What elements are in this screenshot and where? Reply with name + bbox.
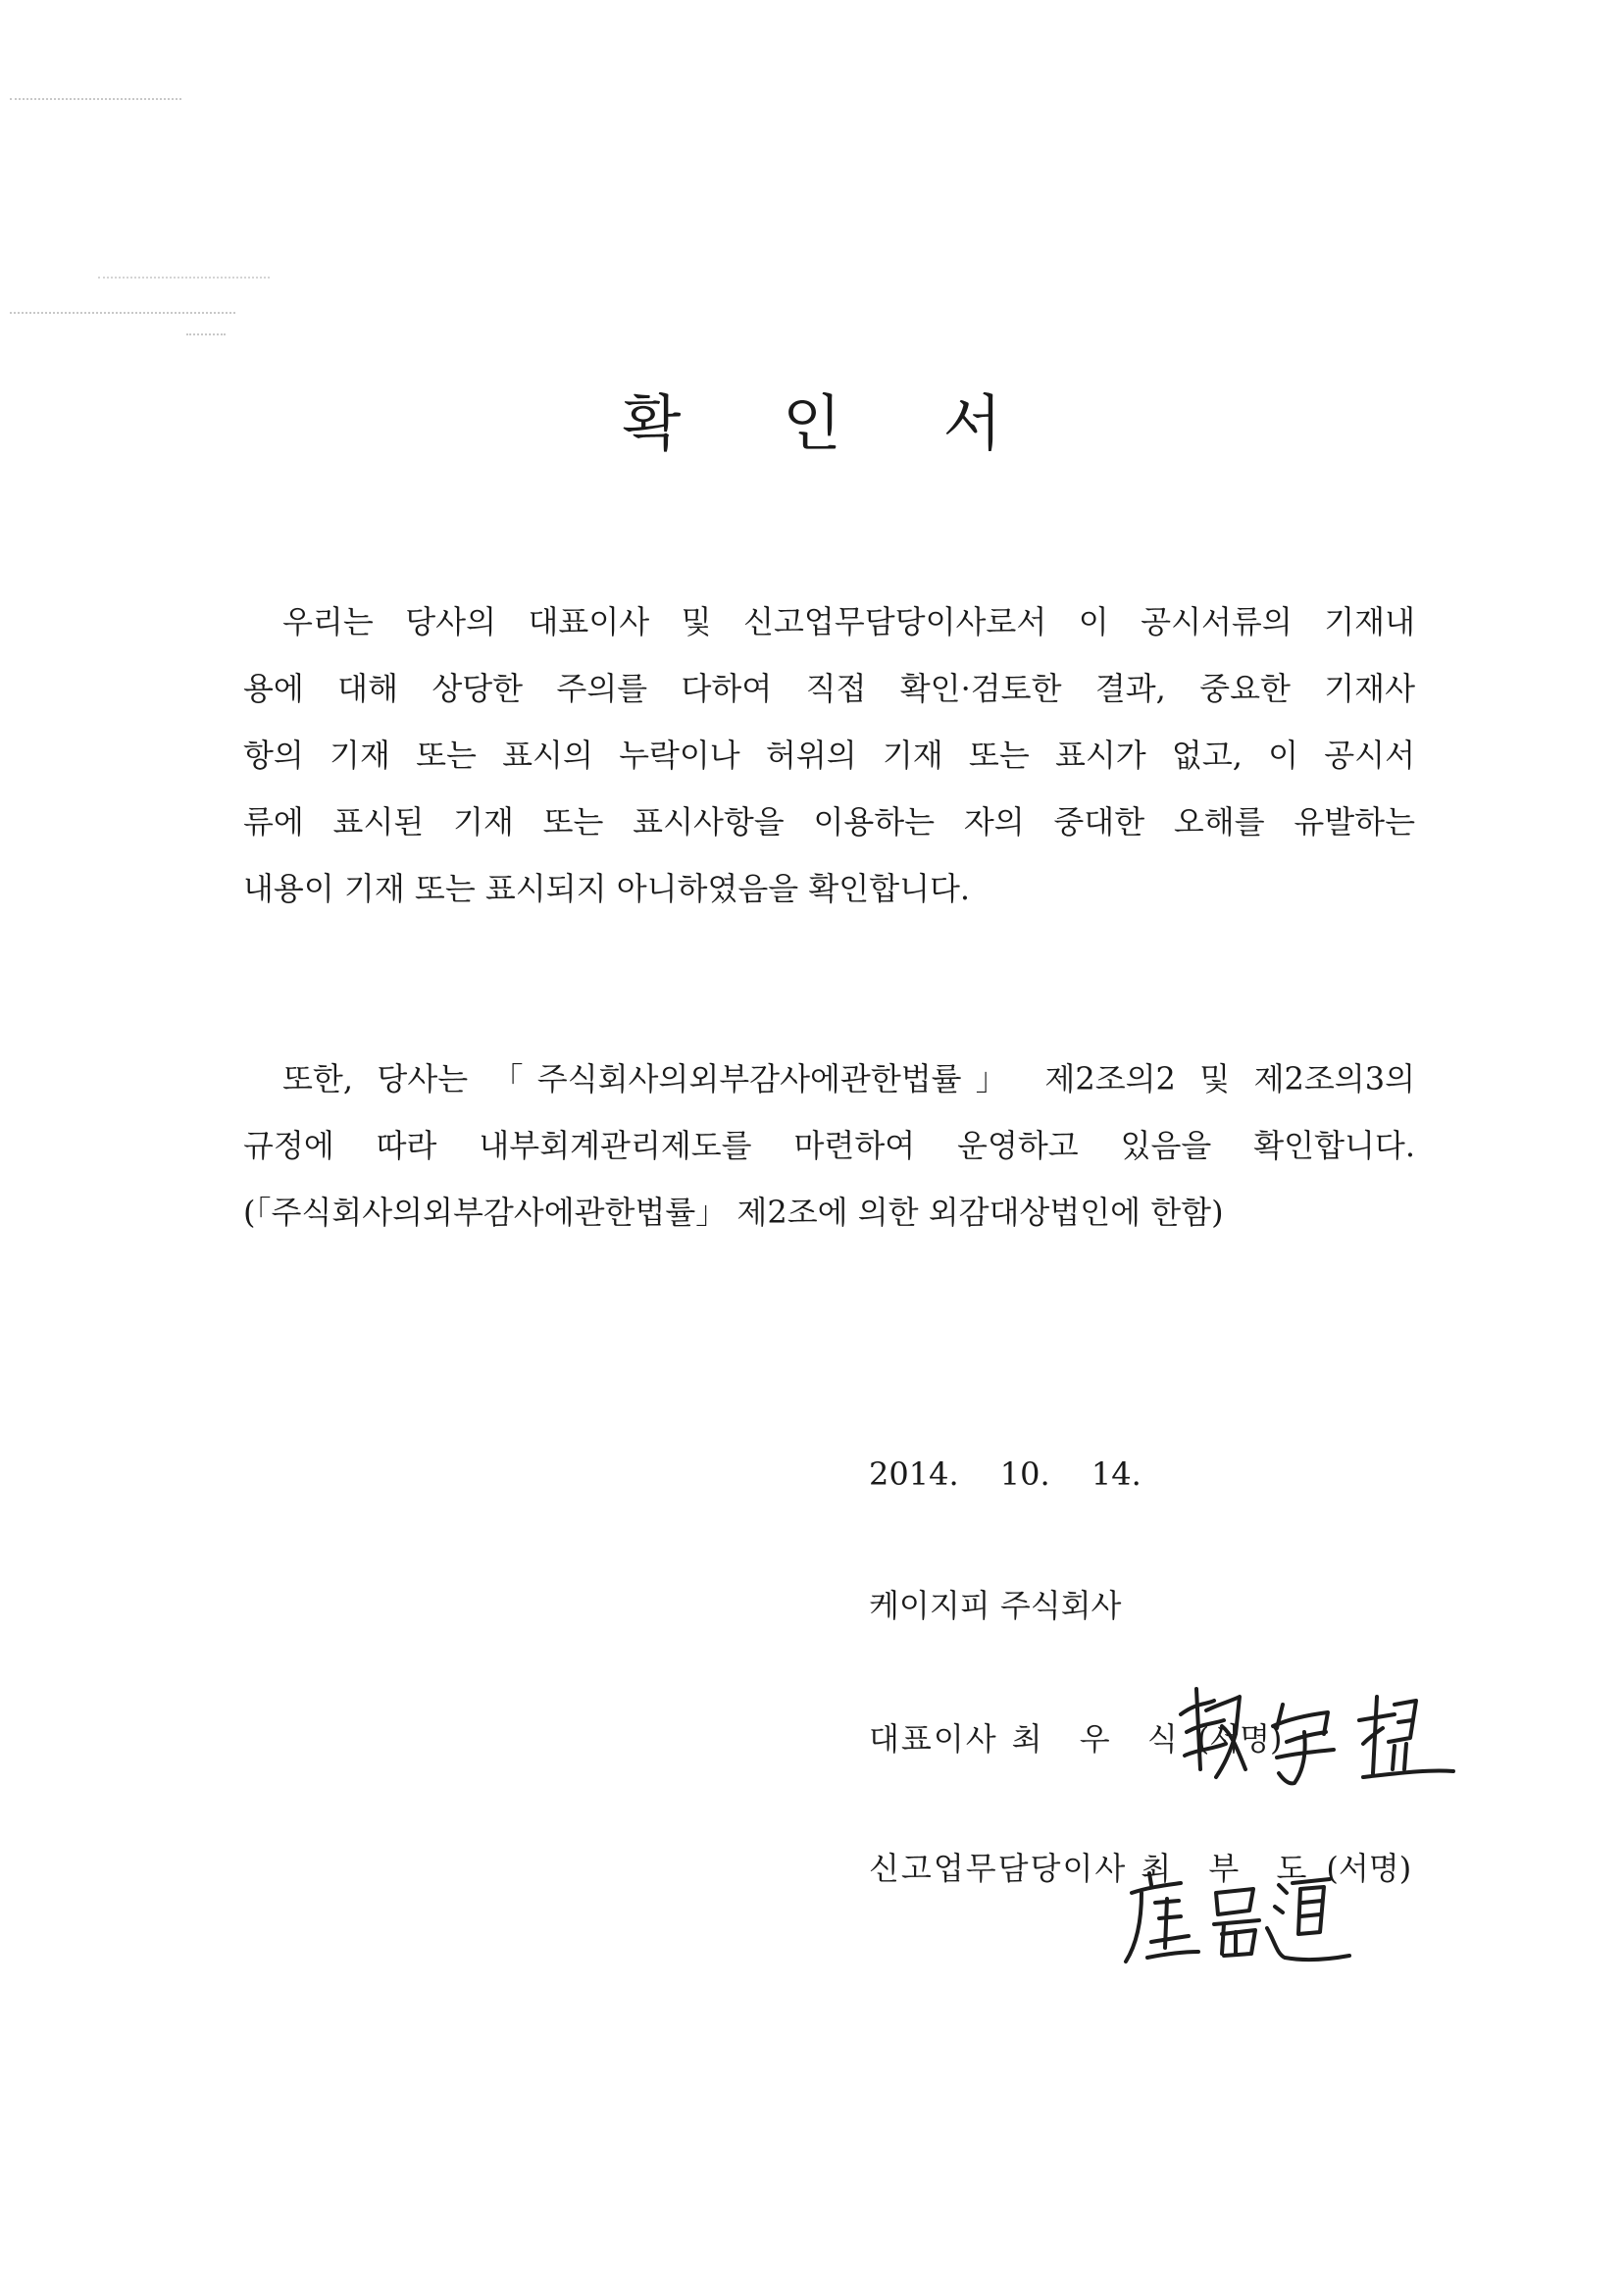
scan-speck [186,333,226,335]
paragraph-line: 내용이 기재 또는 표시되지 아니하였음을 확인합니다. [243,870,971,907]
paragraph-line: 규정에 따라 내부회계관리제도를 마련하여 운영하고 있음을 확인합니다. [243,1127,1415,1164]
company-name: 케이지피 주식회사 [869,1587,1122,1624]
signer-title: 대표이사 [869,1720,998,1758]
document-title: 확 인 서 [622,387,1043,459]
paragraph-note: (「주식회사의외부감사에관한법률」 제2조에 의한 외감대상법인에 한함) [243,1194,1224,1231]
scan-speck [98,277,270,279]
handwritten-signature-director [1120,1863,1355,1971]
internal-control-paragraph [243,1045,1415,1246]
paragraph-line: 항의 기재 또는 표시의 누락이나 허위의 기재 또는 표시가 없고, 이 공시서 [243,737,1415,774]
signer-name: 최 우 식 [1011,1720,1192,1758]
scan-speck [10,98,181,100]
paragraph-line: 류에 표시된 기재 또는 표시사항을 이용하는 자의 중대한 오해를 유발하는 [243,803,1415,841]
signature-mark-label: (서명) [1326,1850,1412,1887]
paragraph-line: 우리는 당사의 대표이사 및 신고업무담당이사로서 이 공시서류의 기재내 [282,603,1415,640]
signature-mark-label: (서명) [1196,1720,1283,1758]
document-date: 2014. 10. 14. [869,1455,1142,1493]
scan-speck [10,312,235,314]
handwritten-signature-ceo [1167,1675,1461,1793]
paragraph-line: 또한, 당사는 「주식회사의외부감사에관한법률」 제2조의2 및 제2조의3의 [282,1060,1415,1097]
confirmation-paragraph [243,588,1415,922]
signer-title: 신고업무담당이사 [869,1850,1128,1887]
paragraph-line: 용에 대해 상당한 주의를 다하여 직접 확인·검토한 결과, 중요한 기재사 [243,670,1415,707]
signer-name: 최 부 도 [1141,1850,1321,1887]
